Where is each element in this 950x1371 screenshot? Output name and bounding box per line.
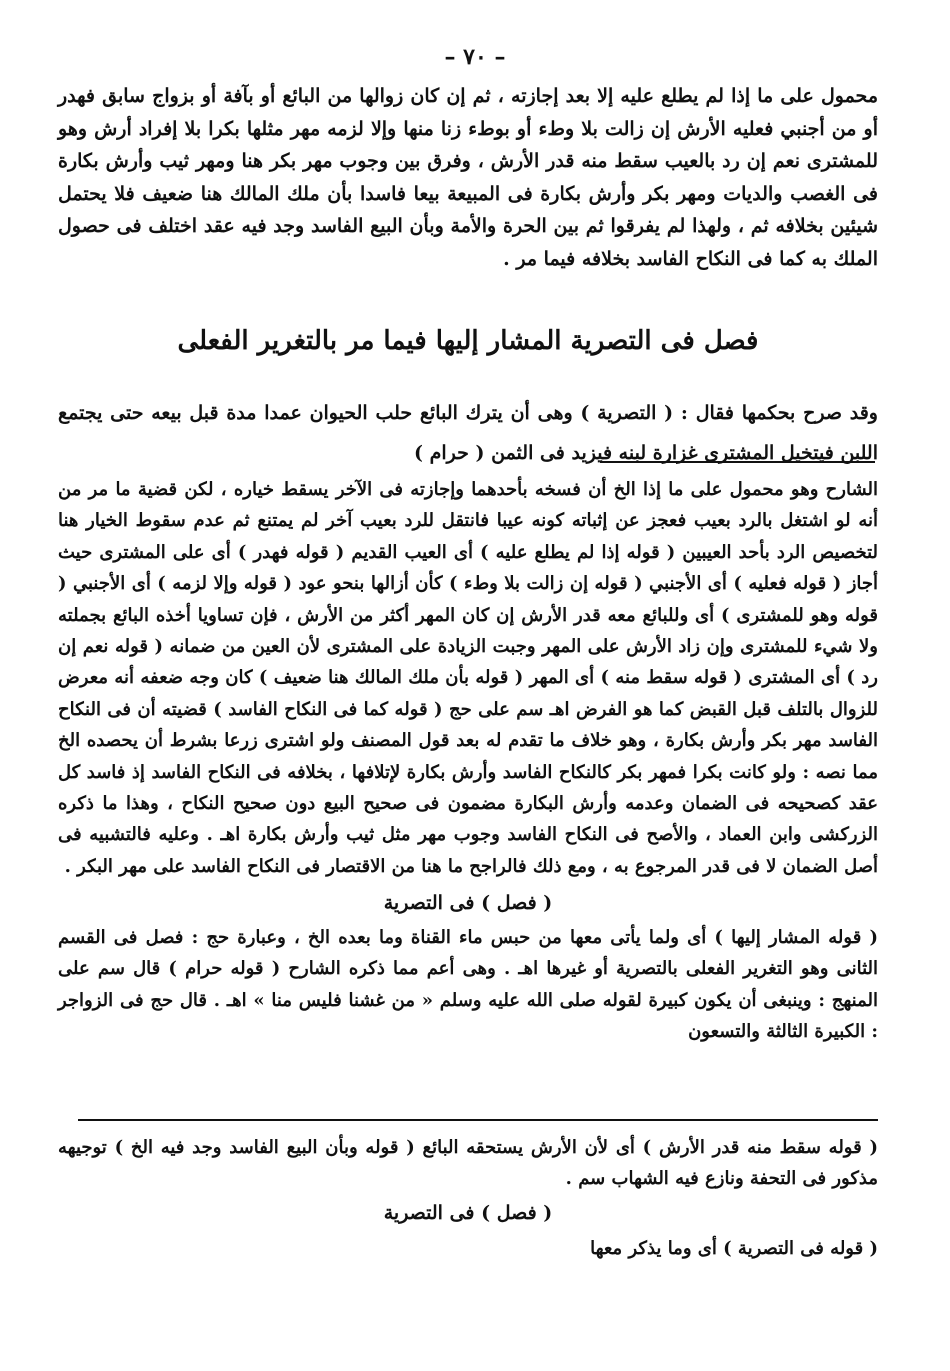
margin-note-sub-heading: ( فصل ) فى التصرية [383,1202,553,1224]
footnote-rule [78,1119,878,1121]
commentary-sub-heading: ( فصل ) فى التصرية [383,892,553,915]
main-paragraph: محمول على ما إذا لم يطلع عليه إلا بعد إجازته ، ثم إن كان زوالها من البائع أو بآفة أو بزواج سابق فهدر أو من أجنبي فعليه الأرش إن زالت بلا وطء أو بوطء زنا منها وإلا لزمه مهر مثلها بكرا بلا إفراد أرش وهو للمشترى نعم إن رد بالعيب سقط منه قدر الأرش ، وفرق بين وجوب مهر بكر هنا ومهر ثيب وأرش بكارة فى الغصب والديات ومهر بكر وأرش بكارة فى المبيعة بيعا فاسدا بأن ملك المالك هنا ضعيف فلا يحتمل شيئين بخلافه ثم ، ولهذا لم يفرقوا ثم بين الحرة والأمة وبأن البيع الفاسد وجد فيه عقد اختلف فى حصول الملك به كما فى النكاح الفاسد بخلافه فيما مر . [58,85,878,270]
section-heading: فصل فى التصرية المشار إليها فيما مر بالتغرير الفعلى [177,326,759,356]
page-number: – ٧٠ – [444,44,506,70]
commentary-paragraph: الشارح وهو محمول على ما إذا الخ أن فسخه بأحدهما وإجازته فى الآخر يسقط خياره ، لكن قضية ما مر من أنه لو اشتغل بالرد بعيب فعجز عن إثباته كونه عيبا فانتقل للرد بعيب آخر لم يمتنع ثم عدم سقوط الخيار هنا لتخصيص الرد بأحد العيبين ( قوله إذا لم يطلع عليه ) أى العيب القديم ( قوله فهدر ) أى على المشترى حيث أجاز ( قوله فعليه ) أى الأجنبي ( قوله إن زالت بلا وطء ) كأن أزالها بنحو عود ( قوله وإلا لزمه ) أى الأجنبي ( قوله وهو للمشترى ) أى وللبائع معه قدر الأرش إن كان المهر أكثر من الأرش ، فإن تساويا أخذه البائع بجملته ولا شيء للمشترى وإن زاد الأرش على المهر وجبت الزيادة على المشترى لأن العين من ضمانه ( قوله نعم إن رد ) أى المشترى ( قوله سقط منه ) أى المهر ( قوله بأن ملك المالك هنا ضعيف ) كان وجه ضعفه أنه معرض للزوال بالتلف قبل القبض كما هو الفرض اهـ سم على حج ( قوله كما فى النكاح الفاسد ) قضيته أن فى النكاح الفاسد مهر بكر وأرش بكارة ، وهو خلاف ما تقدم له بعد قول المصنف ولو اشترى زرعا بشرط أن يحصده الخ مما نصه : ولو كانت بكرا فمهر بكر كالنكاح الفاسد وأرش بكارة لإتلافها ، بخلافه فى النكاح الفاسد إذ فاسد كل عقد كصحيحه فى الضمان وعدمه وأرش البكارة مضمون فى صحيح البيع دون صحيح النكاح ، وهذا ما ذكره الزركشى وابن العماد ، والأصح فى النكاح الفاسد وجوب مهر مثل ثيب وأرش بكارة اهـ . وعليه فالتشبيه فى أصل الضمان لا فى قدر المرجوع به ، ومع ذلك فالراجح ما هنا من الاقتصار فى النكاح الفاسد على مهر البكر . [58,479,878,877]
commentary [58,474,878,1047]
main-paragraph-2: وقد صرح بحكمها فقال : ( التصرية ) وهى أن يترك البائع حلب الحيوان عمدا مدة قبل بيعه حتى يجتمع اللبن فيتخيل المشترى غزارة لبنه فيزيد فى الثمن ( حرام ) [58,402,878,464]
separator-rule [600,461,875,463]
commentary-paragraph-2: ( قوله المشار إليها ) أى ولما يأتى معها من حبس ماء القناة وما بعده الخ ، وعبارة حج : فصل فى القسم الثانى وهو التغرير الفعلى بالتصرية أو غيرها اهـ . وهى أعم مما ذكره الشارح ( قوله حرام ) قال سم على المنهج : وينبغى أن يكون كبيرة لقوله صلى الله عليه وسلم « من غشنا فليس منا » اهـ . قال حج فى الزواجر : الكبيرة الثالثة والتسعون [58,926,878,1042]
margin-note-paragraph: ( قوله سقط منه قدر الأرش ) أى لأن الأرش يستحقه البائع ( قوله وبأن البيع الفاسد وجد فيه الخ ) توجيهه مذكور فى التحفة ونازع فيه الشهاب سم . [58,1137,878,1189]
main-text [58,80,878,276]
margin-note [58,1132,878,1264]
margin-note-paragraph-2: ( قوله فى التصرية ) أى وما يذكر معها [590,1238,878,1259]
